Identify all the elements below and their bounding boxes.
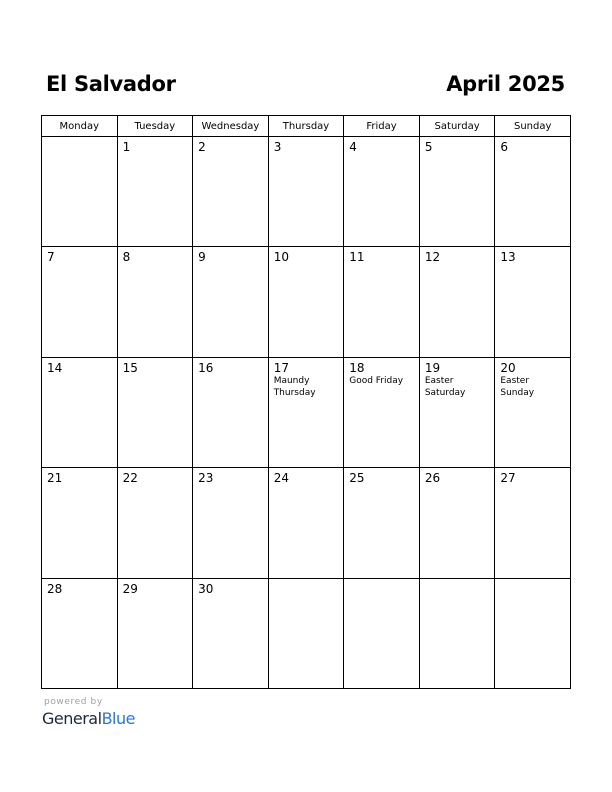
- calendar-grid: [41, 115, 571, 689]
- day-number: 8: [122, 250, 131, 265]
- day-cell: [419, 357, 495, 467]
- day-cell: [344, 468, 420, 578]
- weekday-header: Friday: [344, 116, 420, 137]
- weekday-header: Monday: [42, 116, 118, 137]
- day-cell: [268, 137, 344, 247]
- week-row: [42, 357, 571, 467]
- day-cell: [193, 357, 269, 467]
- weekday-header: Tuesday: [117, 116, 193, 137]
- month-year-title: April 2025: [446, 72, 565, 96]
- week-row: [42, 137, 571, 247]
- weekday-header: Sunday: [495, 116, 571, 137]
- day-number: 18: [349, 360, 365, 375]
- day-cell: [42, 357, 118, 467]
- day-number: 27: [500, 471, 516, 486]
- day-number: 13: [500, 250, 516, 265]
- logo-text-general: General: [42, 709, 102, 728]
- day-cell: [117, 357, 193, 467]
- day-number: 26: [424, 471, 441, 486]
- day-cell: [495, 137, 571, 247]
- day-cell: [268, 578, 344, 688]
- day-number: 21: [47, 471, 63, 486]
- day-cell: [193, 578, 269, 688]
- day-cell: [495, 578, 571, 688]
- day-cell: [117, 137, 193, 247]
- day-number: 5: [424, 140, 433, 154]
- day-cell: [268, 357, 344, 467]
- powered-by-label: powered by: [44, 697, 103, 707]
- day-cell: [419, 578, 495, 688]
- holiday-label: Easter Saturday: [424, 375, 466, 398]
- day-number: 23: [198, 471, 214, 486]
- day-cell: [344, 137, 420, 247]
- day-number: 16: [198, 360, 214, 375]
- day-cell: [495, 357, 571, 467]
- day-number: 25: [349, 471, 365, 486]
- day-cell: [117, 247, 193, 357]
- day-cell: [419, 468, 495, 578]
- holiday-label: Good Friday: [349, 375, 404, 386]
- weekday-header: Thursday: [268, 116, 344, 137]
- day-cell: [344, 357, 420, 467]
- day-cell: [495, 468, 571, 578]
- day-cell: [193, 468, 269, 578]
- day-number: 17: [273, 360, 289, 375]
- day-cell: [344, 578, 420, 688]
- day-cell: [117, 468, 193, 578]
- day-number: 28: [47, 581, 63, 596]
- holiday-label: Maundy Thursday: [273, 375, 316, 398]
- day-cell: [42, 578, 118, 688]
- day-number: 11: [349, 250, 365, 265]
- day-number: 7: [47, 250, 55, 265]
- day-number: 15: [122, 360, 138, 375]
- day-number: 4: [349, 140, 357, 154]
- day-number: 22: [122, 471, 138, 486]
- day-cell: [42, 247, 118, 357]
- day-number: 6: [500, 140, 509, 154]
- day-cell: [193, 247, 269, 357]
- day-number: 20: [500, 360, 516, 375]
- day-cell: [268, 468, 344, 578]
- weekday-header-row: [42, 116, 571, 137]
- country-title: El Salvador: [46, 72, 176, 96]
- day-number: 2: [198, 140, 206, 154]
- generalblue-logo: [42, 709, 135, 728]
- day-number: 14: [47, 360, 63, 375]
- day-cell: [117, 578, 193, 688]
- day-number: 9: [198, 250, 206, 265]
- day-cell: [495, 247, 571, 357]
- holiday-label: Easter Sunday: [500, 375, 535, 398]
- logo-text-blue: Blue: [101, 709, 135, 728]
- week-row: [42, 468, 571, 578]
- weekday-header: Saturday: [419, 116, 495, 137]
- day-number: 29: [122, 581, 138, 596]
- day-cell: [268, 247, 344, 357]
- day-cell: [42, 137, 118, 247]
- day-cell: [419, 247, 495, 357]
- day-cell: [42, 468, 118, 578]
- day-number: 1: [122, 140, 131, 154]
- day-cell: [193, 137, 269, 247]
- day-number: 24: [273, 471, 289, 486]
- week-row: [42, 578, 571, 688]
- weekday-header: Wednesday: [193, 116, 269, 137]
- day-number: 30: [198, 581, 214, 596]
- day-number: 12: [424, 250, 441, 265]
- day-cell: [344, 247, 420, 357]
- day-number: 19: [424, 360, 441, 375]
- day-number: 10: [273, 250, 289, 265]
- week-row: [42, 247, 571, 357]
- day-cell: [419, 137, 495, 247]
- day-number: 3: [273, 140, 282, 154]
